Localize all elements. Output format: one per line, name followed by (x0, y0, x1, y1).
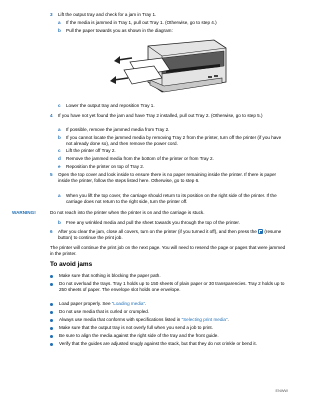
bullet-item (50, 281, 288, 293)
bullet-text: Do not use media that is curled or crumpled. (59, 309, 150, 314)
printer-jam-illustration (110, 36, 230, 98)
step-text-part: (resume button) to continue the print job. (58, 229, 282, 241)
bullet-text-part: . (227, 317, 229, 322)
substep-4b (58, 135, 288, 147)
substep-letter: a (58, 20, 61, 25)
step-text: Open the top cover and look inside to ensure there is no paper remaining inside the printer. If there is paper inside the printer, follow the steps listed here. Otherwise, go to step 6. (58, 172, 277, 184)
substep-letter: d (58, 156, 61, 161)
substep-text: Free any wrinkled media and pull the sheet towards you through the top of the printer. (66, 220, 240, 225)
bullet-text (50, 317, 288, 323)
bullet-text-part: . (144, 301, 147, 306)
bullet-text: Make sure that nothing is blocking the paper path. (59, 273, 161, 278)
page-footer: ENWW (275, 389, 288, 393)
substep-text: Pull the paper towards you as shown in the diagram: (66, 28, 173, 33)
bullet-item (50, 301, 288, 307)
bullet-text (50, 301, 288, 307)
bullet-text-part: Load paper properly. See (59, 301, 112, 306)
step-number: 6 (50, 229, 53, 234)
step-text: Lift the output tray and check for a jam in Tray 1. (58, 12, 157, 17)
substep-5b (58, 220, 288, 226)
substep-text: Remove the jammed media from the bottom of the printer or from Tray 2. (66, 156, 214, 161)
substep-3c (58, 103, 288, 109)
substep-text: Reposition the printer on top of Tray 2. (66, 164, 145, 169)
substep-text: Lower the output tray and reposition Tray 1. (66, 103, 155, 108)
substep-4e (58, 164, 288, 170)
substep-text: If you cannot locate the jammed media by removing Tray 2 from the printer, turn off the printer (if you have not already done so), and then remove the power cord. (66, 135, 282, 147)
substep-text: When you lift the top cover, the carriage should return to its position on the right side of the printer. If the carriage does not return to the right side, turn the printer off. (66, 193, 277, 205)
bullet-item (50, 273, 288, 279)
bullet-item (50, 309, 288, 315)
substep-5a (58, 193, 288, 205)
step-5 (50, 172, 288, 184)
resume-button-icon (258, 229, 263, 234)
bullet-item (50, 325, 288, 331)
step-number: 3 (50, 12, 53, 17)
substep-letter: b (58, 135, 61, 140)
substep-letter: e (58, 164, 61, 169)
step-number: 5 (50, 172, 53, 177)
substep-letter: c (58, 148, 61, 153)
step-6 (50, 229, 288, 241)
step-text-part: After you clear the jam, close all covers, turn on the printer (if you turned it off), and then press the (58, 229, 257, 234)
step-text: If you have not yet found the jam and have Tray 2 installed, pull out Tray 2. (Otherwise, go to step 5.) (58, 113, 263, 118)
selecting-print-media-link[interactable]: “Selecting print media” (181, 317, 228, 322)
after-text: The printer will continue the print job on the next page. You will need to resend the page or pages that were jammed in the printer. (50, 245, 286, 257)
step-3 (50, 12, 288, 18)
substep-3b (58, 28, 288, 34)
bullet-item (50, 317, 288, 323)
substep-text: If the media is jammed in Tray 1, pull out Tray 1. (Otherwise, go to step 4.) (66, 20, 217, 25)
substep-text: If possible, remove the jammed media from Tray 2. (66, 127, 170, 132)
bullet-text: Make sure that the output tray is not overly full when you send a job to print. (59, 325, 213, 330)
bullet-text: Verify that the guides are adjusted snugly against the stack, but that they do not crinkle or bend it. (59, 341, 257, 346)
warning-label: WARNING! (12, 210, 36, 215)
bullet-text: Be sure to align the media against the right side of the tray and the front guide. (59, 333, 219, 338)
bullet-text-part: Always use media that conforms with specifications listed in (59, 317, 182, 322)
bullet-item (50, 341, 288, 347)
section-heading: To avoid jams (50, 261, 93, 268)
substep-4c (58, 148, 288, 154)
substep-text: Lift the printer off Tray 2. (66, 148, 116, 153)
substep-letter: a (58, 127, 61, 132)
bullet-text: Do not overload the trays. Tray 1 holds up to 150 sheets of plain paper or 30 transparencies. Tray 2 holds up to 250 sheets of paper. The envelope slot holds one envelope. (59, 281, 285, 293)
step-number: 4 (50, 113, 53, 118)
substep-4a (58, 127, 288, 133)
bullet-item (50, 333, 288, 339)
substep-letter: b (58, 28, 61, 33)
substep-letter: a (58, 193, 61, 198)
substep-3a (58, 20, 288, 26)
step-4 (50, 113, 288, 119)
loading-media-link[interactable]: “Loading media” (111, 301, 145, 306)
step-text (50, 229, 288, 241)
substep-letter: c (58, 103, 61, 108)
warning-text: Do not reach into the printer when the printer is on and the carriage is stuck. (50, 210, 205, 215)
substep-letter: b (58, 220, 61, 225)
substep-4d (58, 156, 288, 162)
